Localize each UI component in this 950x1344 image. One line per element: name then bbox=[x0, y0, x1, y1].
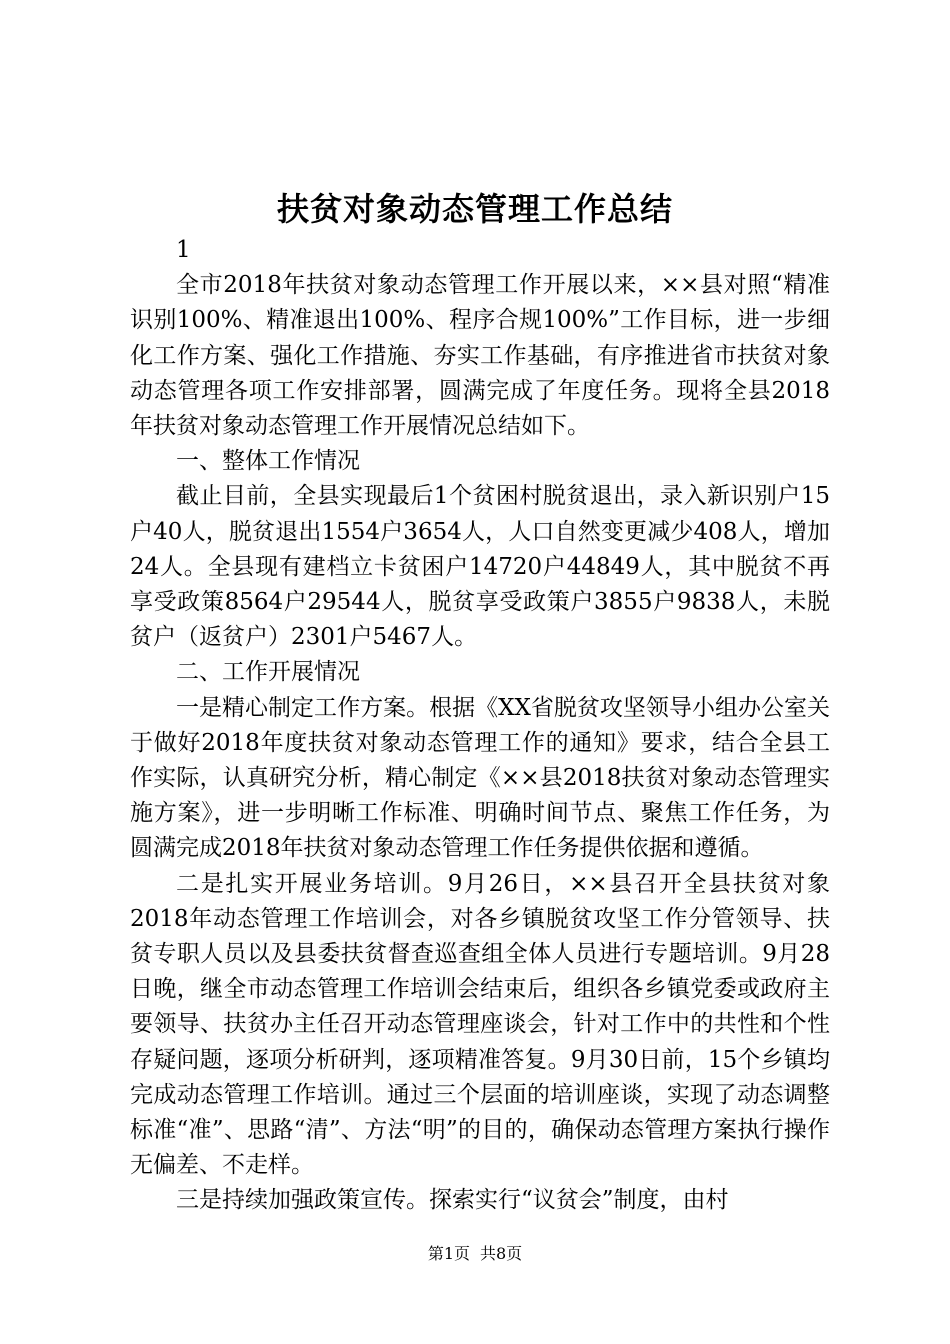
page-footer bbox=[0, 1242, 950, 1266]
paragraph-intro: 全市2018年扶贫对象动态管理工作开展以来，××县对照“精准识别100%、精准退出100%、程序合规100%”工作目标，进一步细化工作方案、强化工作措施、夯实工作基础，有序推进省市扶贫对象动态管理各项工作安排部署，圆满完成了年度任务。现将全县2018年扶贫对象动态管理工作开展情况总结如下。 bbox=[130, 272, 830, 440]
paragraph-training: 二是扎实开展业务培训。9月26日，××县召开全县扶贫对象2018年动态管理工作培训会，对各乡镇脱贫攻坚工作分管领导、扶贫专职人员以及县委扶贫督查巡查组全体人员进行专题培训。9月28日晚，继全市动态管理工作培训会结束后，组织各乡镇党委或政府主要领导、扶贫办主任召开动态管理座谈会，针对工作中的共性和个性存疑问题，逐项分析研判，逐项精准答复。9月30日前，15个乡镇均完成动态管理工作培训。通过三个层面的培训座谈，实现了动态调整标准“准”、思路“清”、方法“明”的目的，确保动态管理方案执行操作无偏差、不走样。 bbox=[130, 870, 830, 1179]
page-total: 共8页 bbox=[480, 1244, 523, 1263]
paragraph-policy-publicity: 三是持续加强政策宣传。探索实行“议贫会”制度，由村 bbox=[176, 1187, 729, 1214]
section-heading-overall: 一、整体工作情况 bbox=[176, 448, 360, 475]
page-number: 第1页 bbox=[427, 1244, 470, 1263]
document-title: 扶贫对象动态管理工作总结 bbox=[276, 190, 673, 228]
paragraph-overall-stats: 截止目前，全县实现最后1个贫困村脱贫退出，录入新识别户15户40人，脱贫退出1554户3654人，人口自然变更减少408人，增加24人。全县现有建档立卡贫困户14720户44849人，其中脱贫不再享受政策8564户29544人，脱贫享受政策户3855户9838人，未脱贫户（返贫户）2301户5467人。 bbox=[130, 483, 830, 651]
section-heading-work: 二、工作开展情况 bbox=[176, 659, 360, 686]
paragraph-work-plan: 一是精心制定工作方案。根据《XX省脱贫攻坚领导小组办公室关于做好2018年度扶贫对象动态管理工作的通知》要求，结合全县工作实际，认真研究分析，精心制定《××县2018扶贫对象动态管理实施方案》，进一步明晰工作标准、明确时间节点、聚焦工作任务，为圆满完成2018年扶贫对象动态管理工作任务提供依据和遵循。 bbox=[130, 694, 830, 862]
document-body bbox=[130, 233, 830, 1219]
paragraph-number: 1 bbox=[176, 237, 191, 263]
